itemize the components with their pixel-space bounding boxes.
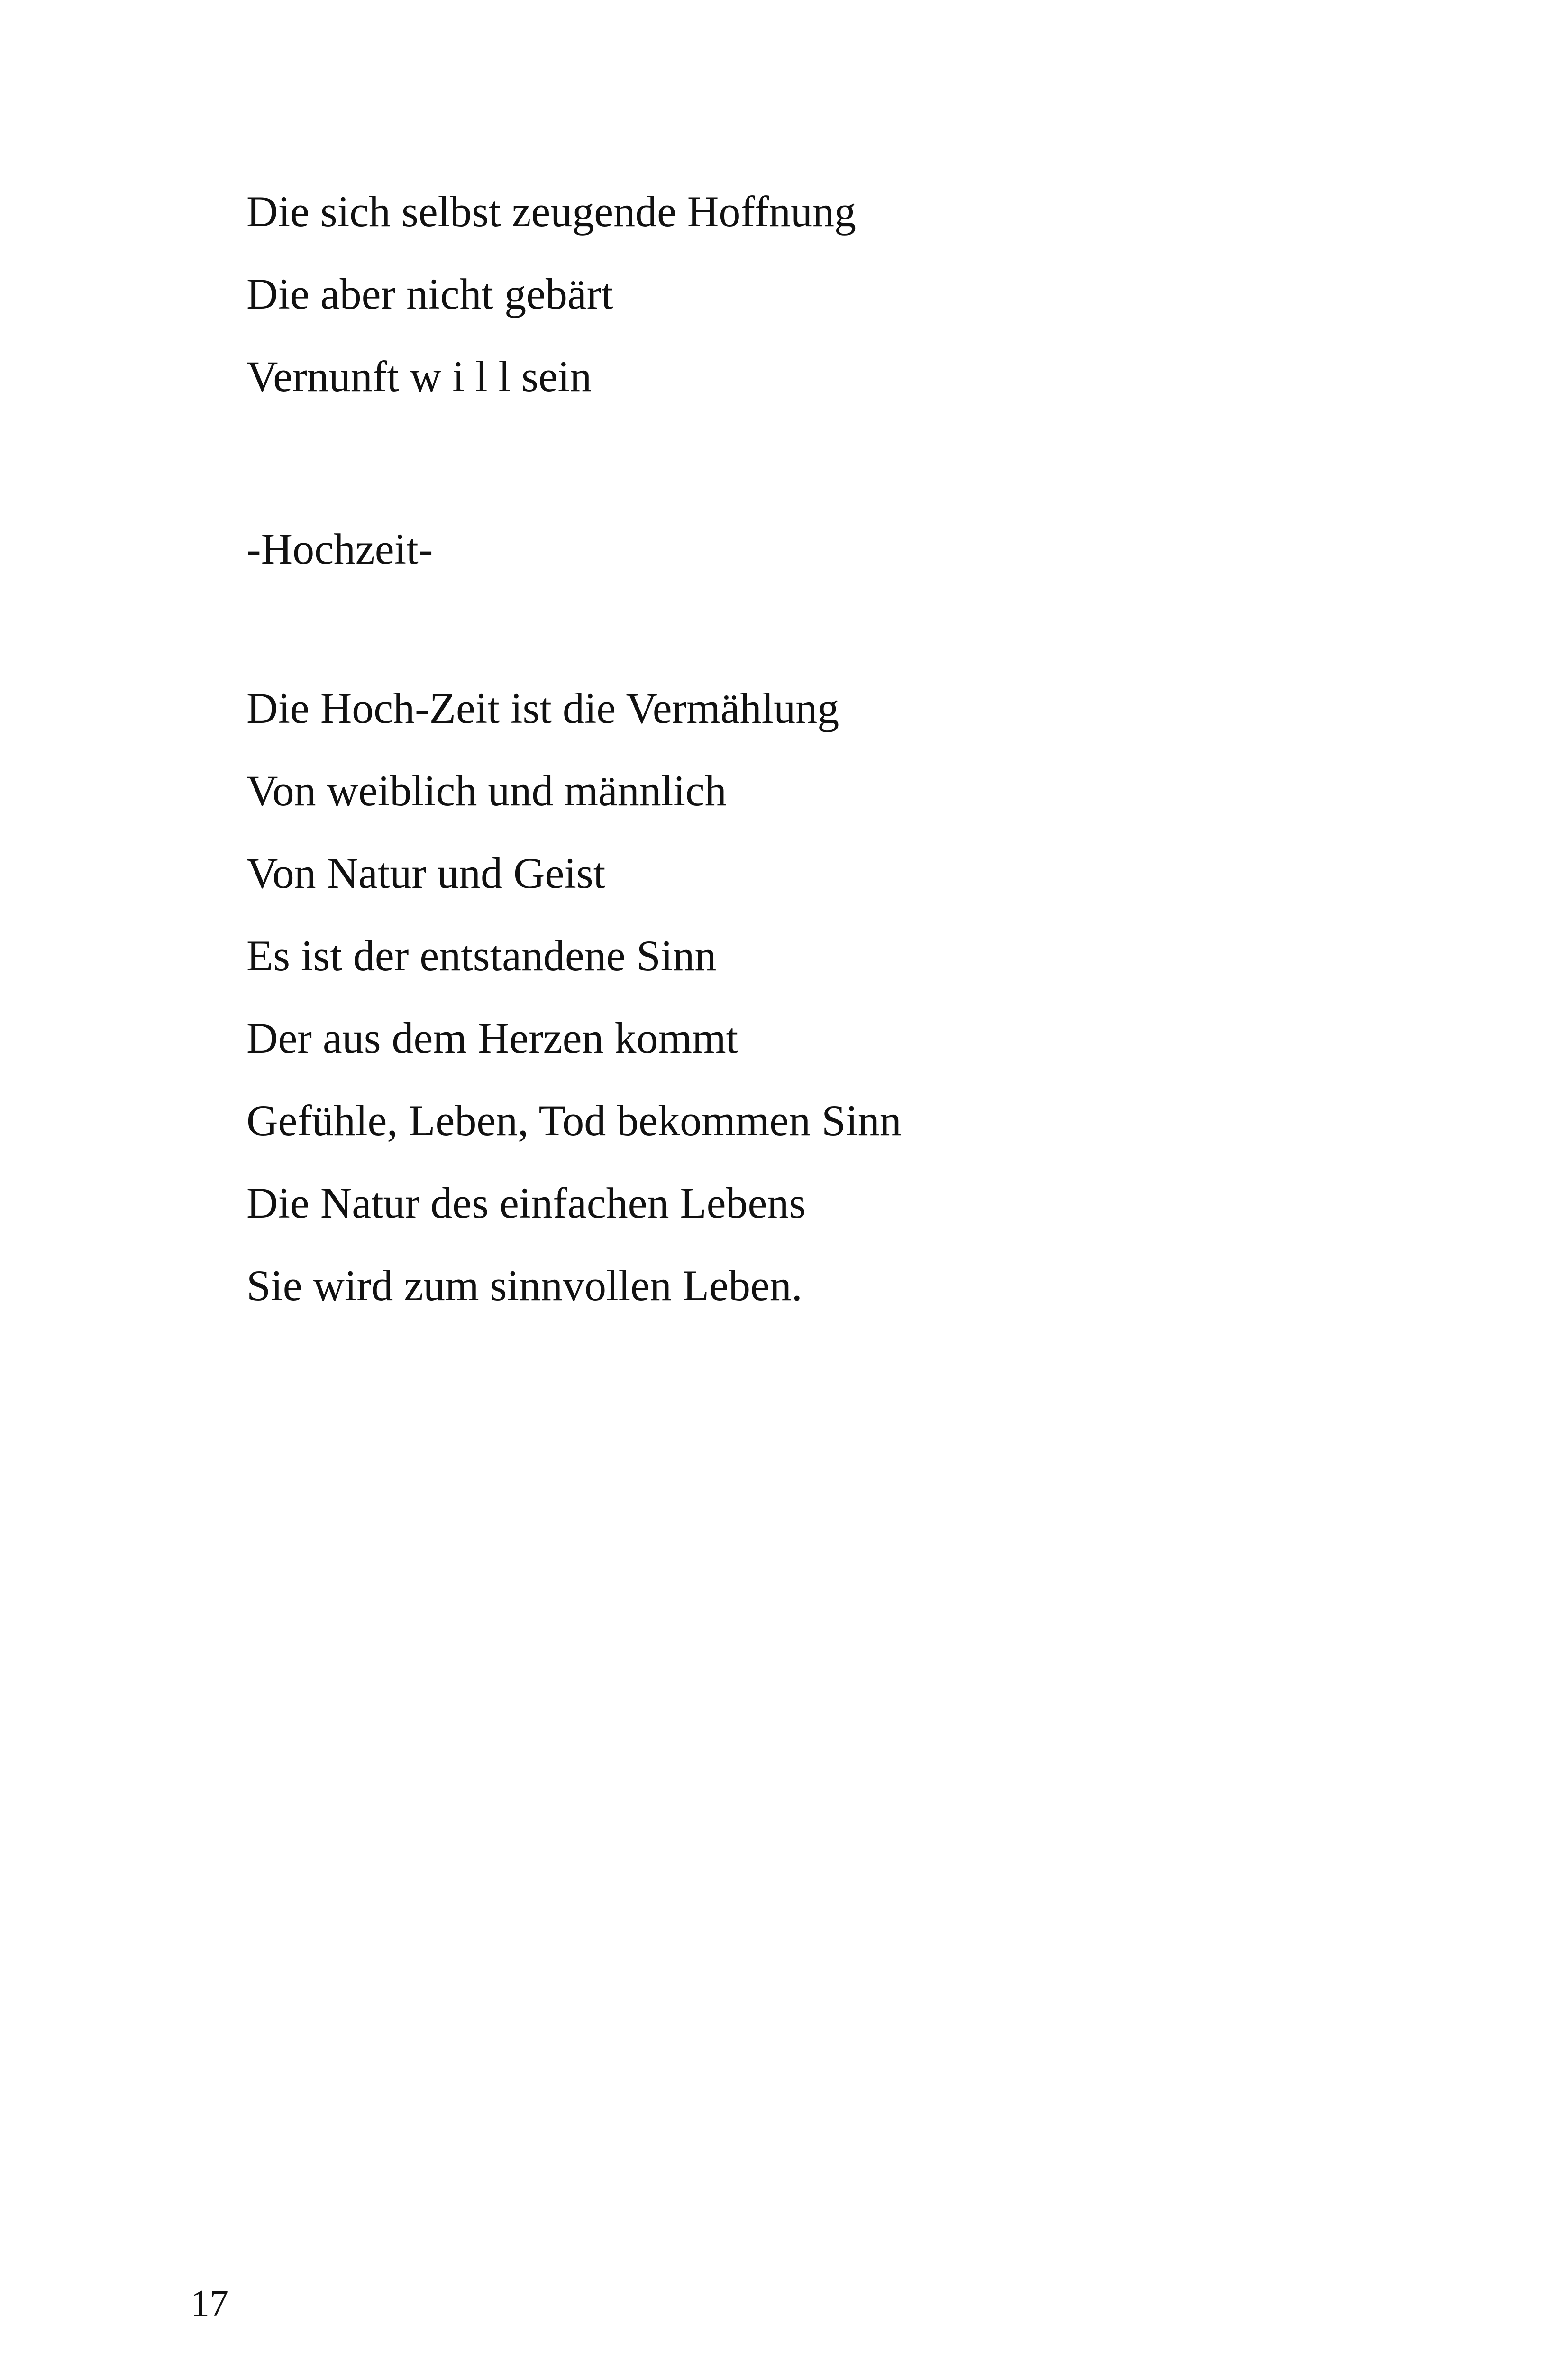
poem-line: Die Natur des einfachen Lebens xyxy=(246,1179,806,1227)
poem-line: Vernunft w i l l sein xyxy=(246,352,592,401)
poem-line: Von weiblich und männlich xyxy=(246,766,727,815)
poem-line: Die sich selbst zeugende Hoffnung xyxy=(246,187,856,236)
page-number: 17 xyxy=(191,2283,228,2324)
poem-line: Die Hoch-Zeit ist die Vermählung xyxy=(246,684,839,732)
poem-line: Der aus dem Herzen kommt xyxy=(246,1014,738,1062)
poem-line: Die aber nicht gebärt xyxy=(246,270,613,318)
poem-line: Sie wird zum sinnvollen Leben. xyxy=(246,1261,802,1310)
poem-line: Es ist der entstandene Sinn xyxy=(246,931,717,980)
poem-line: Von Natur und Geist xyxy=(246,849,606,897)
poem-line: Gefühle, Leben, Tod bekommen Sinn xyxy=(246,1096,902,1145)
poem-title: -Hochzeit- xyxy=(246,525,433,573)
